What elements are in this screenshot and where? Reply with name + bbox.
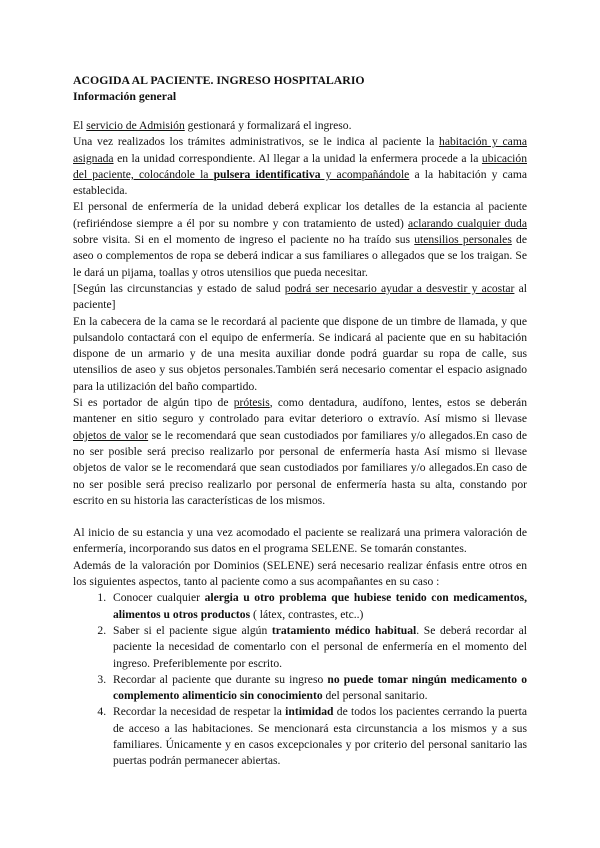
list-item: 2. Saber si el paciente sigue algún tratamiento médico habitual. Se deberá recordar al paciente la necesidad de comentarlo con el personal de enfermería en el momento del ingreso. Preferiblemente por escrito.	[109, 623, 527, 672]
paragraph-habitacion: Una vez realizados los trámites administrativos, se le indica al paciente la habitación y cama asignada en la unidad correspondiente. Al llegar a la unidad la enfermera procede a la ubicación del paciente, colocándole la pulsera identificativa y acompañándole a la habitación y cama establecida.	[73, 135, 528, 198]
paragraph-admision: El servicio de Admisión gestionará y formalizará el ingreso.	[73, 119, 352, 132]
aspects-list	[73, 590, 527, 769]
paragraph-gap	[73, 509, 527, 525]
document-body	[73, 72, 527, 770]
paragraph-explicacion: El personal de enfermería de la unidad deberá explicar los detalles de la estancia al paciente (refiriéndose siempre a él por su nombre y con tratamiento de usted) aclarando cualquier duda sobre visita. Si en el momento de ingreso el paciente no ha traído sus utensilios personales de aseo o complementos de ropa se deberá indicar a sus familiares o allegados que se los traigan. Se le dará un pijama, toallas y otros utensilios que pueda necesitar.	[73, 200, 527, 279]
section-heading: Información general	[73, 89, 177, 103]
paragraph-circunstancias: [Según las circunstancias y estado de salud podrá ser necesario ayudar a desvestir y acostar al paciente]	[73, 281, 528, 312]
paragraph-protesis: Si es portador de algún tipo de prótesis, como dentadura, audífono, lentes, estos se deberán mantener en sitio seguro y controlado para evitar deterioro o extravío. Así mismo si llevase objetos de valor se le recomendará que sean custodiados por familiares y/o allegados.En caso de no ser posible será preciso realizarlo por personal de enfermería hasta Así mismo si llevase objetos de valor se le recomendará que sean custodiados por familiares y/o allegados.En caso de no ser posible será preciso realizarlo por personal de enfermería hasta su alta, constando por escrito en su historia las características de los mismos.	[73, 396, 528, 507]
list-item: 1. Conocer cualquier alergia u otro problema que hubiese tenido con medicamentos, alimentos u otros productos ( látex, contrastes, etc..)	[109, 590, 527, 623]
paragraph-dominios: Además de la valoración por Dominios (SELENE) será necesario realizar énfasis entre otros en los siguientes aspectos, tanto al paciente como a sus acompañantes en su caso :	[73, 558, 527, 589]
list-item: 3. Recordar al paciente que durante su ingreso no puede tomar ningún medicamento o complemento alimenticio sin conocimiento del personal sanitario.	[109, 672, 527, 705]
list-item: 4. Recordar la necesidad de respetar la intimidad de todos los pacientes cerrando la puerta de acceso a las habitaciones. Se mencionará esta circunstancia a los mismos y a sus familiares. Únicamente y en casos excepcionales y por criterio del personal sanitario las puertas podrán permanecer abiertas.	[109, 704, 527, 769]
paragraph-valoracion: Al inicio de su estancia y una vez acomodado el paciente se realizará una primera valoración de enfermería, incorporando sus datos en el programa SELENE. Se tomarán constantes.	[73, 526, 527, 556]
paragraph-timbre: En la cabecera de la cama se le recordará al paciente que dispone de un timbre de llamada, y que pulsandolo contactará con el equipo de enfermería. Se indicará al paciente que en su habitación dispone de un armario y de una mesita auxiliar donde podrá guardar su ropa de calle, sus utensilios de aseo y sus objetos personales.También será necesario comentar el espacio asignado para la utilización del baño compartido.	[73, 314, 527, 393]
document-title: ACOGIDA AL PACIENTE. INGRESO HOSPITALARIO	[73, 73, 365, 87]
